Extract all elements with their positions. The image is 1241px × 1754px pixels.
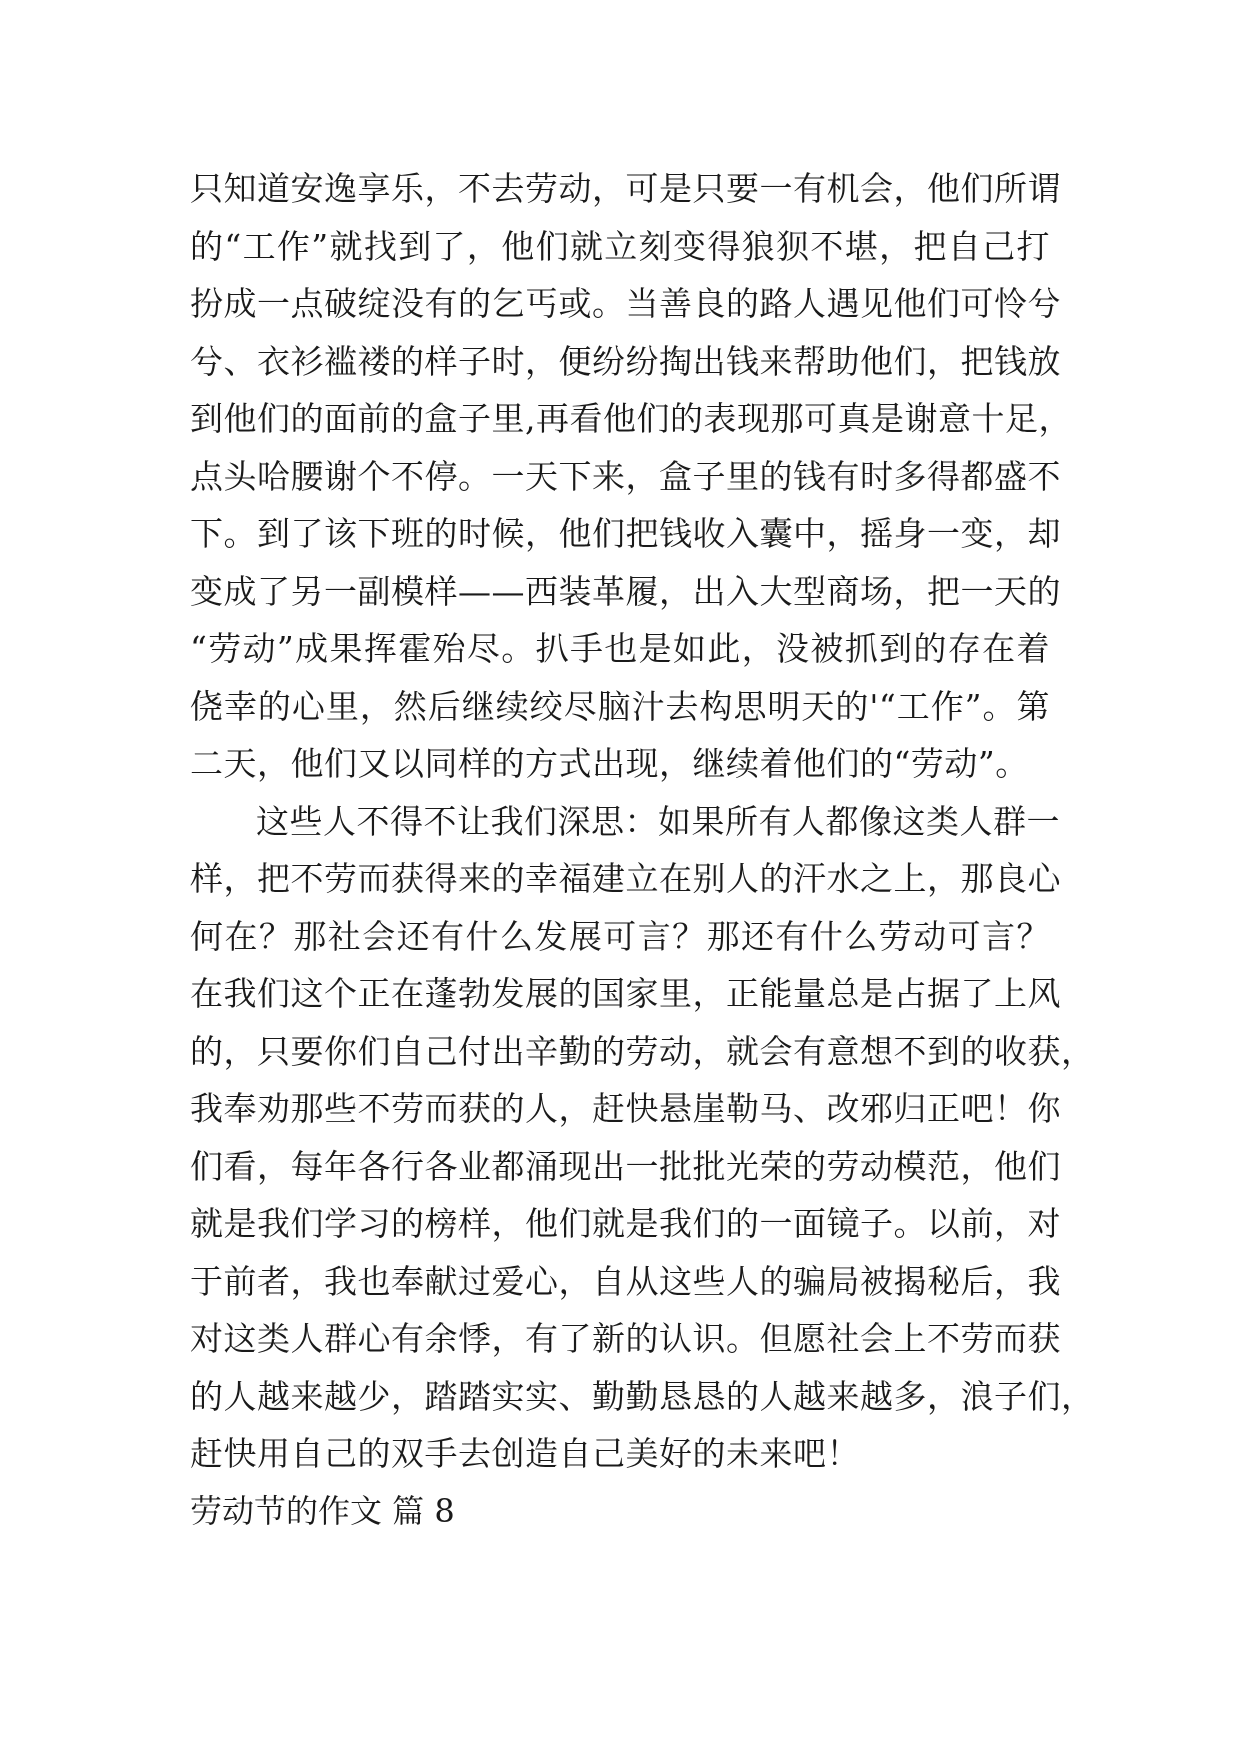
paragraph-line: 变成了另一副模样——西装革履，出入大型商场，把一天的: [190, 571, 1061, 611]
paragraph-line: 我奉劝那些不劳而获的人，赶快悬崖勒马、改邪归正吧！你: [190, 1089, 1061, 1128]
document-body: [190, 160, 1095, 1540]
paragraph-line: 就是我们学习的榜样，他们就是我们的一面镜子。以前，对: [190, 1204, 1061, 1243]
paragraph-line: 样，把不劳而获得来的幸福建立在别人的汗水之上，那良心: [190, 859, 1061, 898]
paragraph-line: 兮、衣衫褴褛的样子时，便纷纷掏出钱来帮助他们，把钱放: [190, 341, 1061, 381]
paragraph-line: “劳动”成果挥霍殆尽。扒手也是如此，没被抓到的存在着: [190, 629, 1050, 668]
paragraph-line: 扮成一点破绽没有的乞丐或。当善良的路人遇见他们可怜兮: [190, 284, 1061, 323]
paragraph-line: 赶快用自己的双手去创造自己美好的未来吧！: [190, 1434, 860, 1473]
paragraph-line: 侥幸的心里，然后继续绞尽脑汁去构思明天的'“工作”。第: [190, 686, 1050, 726]
paragraph-line: 何在？那社会还有什么发展可言？那还有什么劳动可言？: [190, 916, 1050, 956]
paragraph-line: 二天，他们又以同样的方式出现，继续着他们的“劳动”。: [190, 744, 1029, 783]
paragraph-line: 于前者，我也奉献过爱心，自从这些人的骗局被揭秘后，我: [190, 1261, 1061, 1301]
paragraph-line: 的人越来越少，踏踏实实、勤勤恳恳的人越来越多，浪子们，: [190, 1376, 1095, 1416]
paragraph-line: 对这类人群心有余悸，有了新的认识。但愿社会上不劳而获: [190, 1319, 1061, 1358]
paragraph-line: 在我们这个正在蓬勃发展的国家里，正能量总是占据了上风: [190, 974, 1061, 1013]
paragraph-first-line: 这些人不得不让我们深思：如果所有人都像这类人群一: [256, 801, 1060, 841]
paragraph-line: 们看，每年各行各业都涌现出一批批光荣的劳动模范，他们: [190, 1146, 1061, 1186]
paragraph-line: 点头哈腰谢个不停。一天下来，盒子里的钱有时多得都盛不: [190, 456, 1061, 496]
paragraph-line: 的“工作”就找到了，他们就立刻变得狼狈不堪，把自己打: [190, 226, 1050, 266]
paragraph-line: 的，只要你们自己付出辛勤的劳动，就会有意想不到的收获，: [190, 1031, 1095, 1071]
paragraph-line: 到他们的面前的盒子里,再看他们的表现那可真是谢意十足，: [190, 399, 1072, 438]
section-heading: 劳动节的作文 篇 8: [190, 1491, 455, 1530]
paragraph-line: 只知道安逸享乐，不去劳动，可是只要一有机会，他们所谓: [190, 169, 1061, 208]
paragraph-line: 下。到了该下班的时候，他们把钱收入囊中，摇身一变，却: [190, 514, 1061, 553]
